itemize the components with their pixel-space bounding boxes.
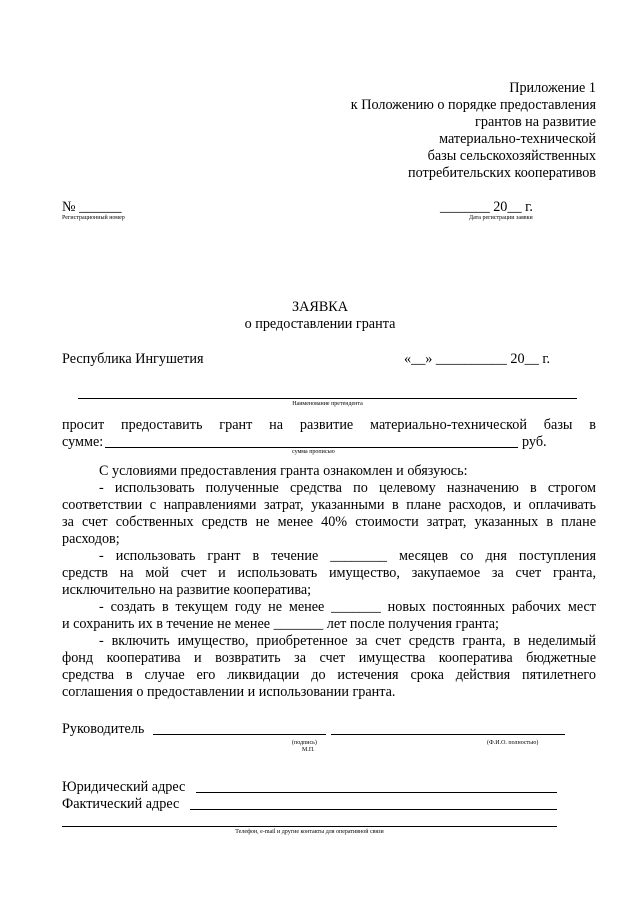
conditions-intro: С условиями предоставления гранта ознакомлен и обязуюсь: bbox=[99, 463, 468, 479]
conditions-line: - использовать полученные средства по целевому назначению в строгом bbox=[99, 480, 596, 496]
document-subtitle: о предоставлении гранта bbox=[244, 316, 396, 332]
conditions-line: средств на мой счет и использовать имущество, закупаемое за счет гранта, bbox=[62, 565, 596, 581]
applicant-caption: Наименование претендента bbox=[292, 401, 363, 407]
registration-date: _______ 20__ г. bbox=[440, 199, 533, 215]
appendix-line: Приложение 1 bbox=[509, 80, 596, 96]
sum-caption: сумма прописью bbox=[292, 449, 335, 455]
conditions-line: расходов; bbox=[62, 531, 120, 547]
request-sum-suffix: руб. bbox=[522, 434, 547, 450]
place: Республика Ингушетия bbox=[62, 351, 204, 367]
sign-caption: (подпись) bbox=[292, 740, 317, 746]
applicant-name-line[interactable] bbox=[78, 398, 577, 399]
conditions-line: фонд кооператива и возвратить за счет имущества кооператива бюджетные bbox=[62, 650, 596, 666]
request-line-1: просит предоставить грант на развитие материально-технической базы в bbox=[62, 417, 596, 433]
signature-line[interactable] bbox=[153, 734, 326, 735]
full-name-caption: (Ф.И.О. полностью) bbox=[487, 740, 539, 746]
appendix-line: базы сельскохозяйственных bbox=[427, 148, 596, 164]
request-sum-prefix: сумме: bbox=[62, 434, 104, 450]
appendix-line: материально-технической bbox=[439, 131, 596, 147]
legal-address-line[interactable] bbox=[196, 792, 557, 793]
legal-address-label: Юридический адрес bbox=[62, 779, 186, 795]
sum-line[interactable] bbox=[105, 447, 518, 448]
contacts-line[interactable] bbox=[62, 826, 557, 827]
actual-address-label: Фактический адрес bbox=[62, 796, 180, 812]
conditions-line: и сохранить их в течение не менее _______ лет после получения гранта; bbox=[62, 616, 499, 632]
conditions-line: средства в случае его ликвидации до истечения срока действия пятилетнего bbox=[62, 667, 596, 683]
document-title: ЗАЯВКА bbox=[292, 299, 348, 315]
stamp-caption: М.П. bbox=[302, 747, 315, 753]
registration-date-caption: Дата регистрации заявки bbox=[469, 215, 533, 221]
application-date: «__» __________ 20__ г. bbox=[404, 351, 551, 367]
registration-number: № ______ bbox=[62, 199, 122, 215]
conditions-line: за счет собственных средств не менее 40% стоимости затрат, указанных в плане bbox=[62, 514, 596, 530]
signature-label: Руководитель bbox=[62, 721, 145, 737]
appendix-line: потребительских кооперативов bbox=[407, 165, 596, 181]
conditions-line: - использовать грант в течение ________ месяцев со дня поступления bbox=[99, 548, 596, 564]
contacts-caption: Телефон, e-mail и другие контакты для оперативной связи bbox=[235, 829, 384, 835]
conditions-line: соответствии с направлениями затрат, указанными в плане расходов, и оплачивать bbox=[62, 497, 596, 513]
actual-address-line[interactable] bbox=[190, 809, 557, 810]
conditions-line: - создать в текущем году не менее _______ новых постоянных рабочих мест bbox=[99, 599, 596, 615]
appendix-line: к Положению о порядке предоставления bbox=[350, 97, 596, 113]
conditions-line: исключительно на развитие кооператива; bbox=[62, 582, 312, 598]
conditions-line: - включить имущество, приобретенное за счет средств гранта, в неделимый bbox=[99, 633, 596, 649]
conditions-line: соглашения о предоставлении и использовании гранта. bbox=[62, 684, 396, 700]
full-name-line[interactable] bbox=[331, 734, 565, 735]
registration-number-caption: Регистрационный номер bbox=[62, 215, 125, 221]
appendix-line: грантов на развитие bbox=[475, 114, 596, 130]
